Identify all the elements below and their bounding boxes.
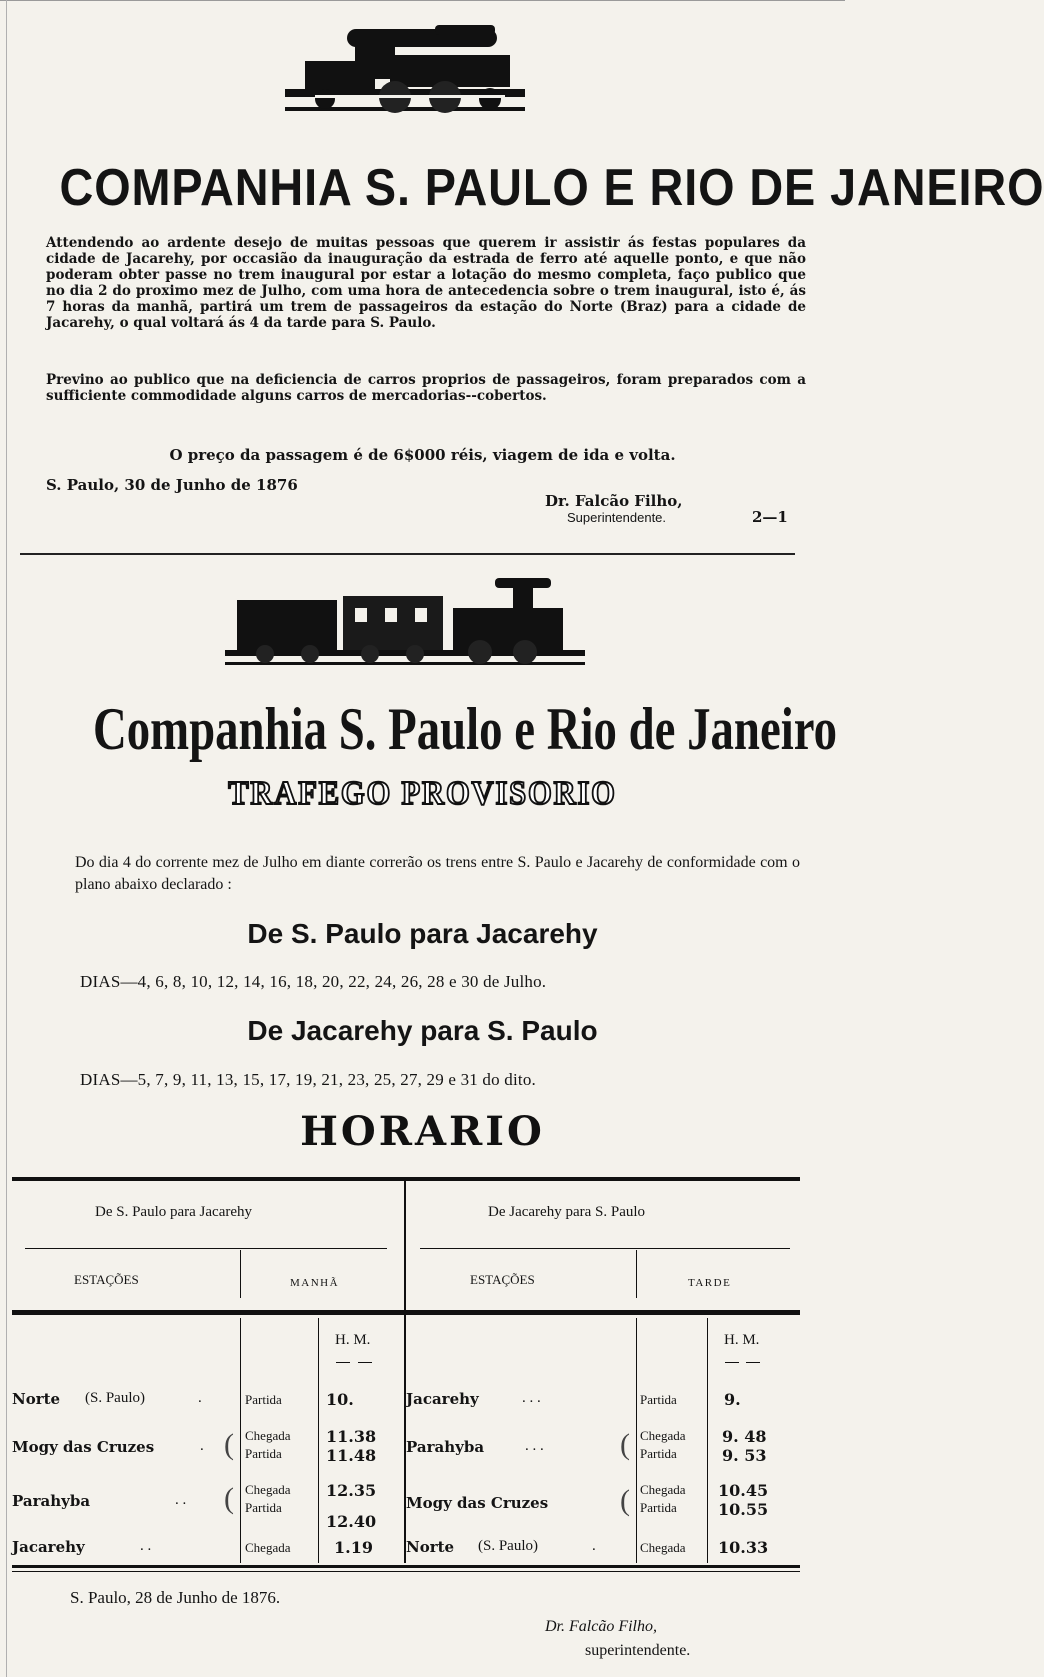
time-value: 9. 48 [722,1427,767,1446]
station-name: Mogy das Cruzes [12,1438,155,1456]
notice1-dateline: S. Paulo, 30 de Junho de 1876 [46,476,298,494]
footer-date: S. Paulo, 28 de Junho de 1876. [70,1588,281,1607]
days-line-2: DIAS—5, 7, 9, 11, 13, 15, 17, 19, 21, 23, 25, 27, 29 e 31 do dito. [80,1070,536,1089]
station-name: Norte [12,1390,61,1408]
left-hm-header: H. M. [335,1332,371,1348]
time-value: 9. [724,1390,741,1409]
table-header-rule [12,1310,800,1315]
event-label: Partida [245,1446,282,1461]
station-extra: (S. Paulo) [478,1538,538,1554]
event-label: Partida [245,1500,282,1515]
left-col-sep-top [240,1250,241,1298]
station-name: Parahyba [12,1492,91,1510]
station-name: Parahyba [406,1438,485,1456]
leader-dots: . . [140,1538,152,1554]
leader-dots: . [198,1390,202,1406]
train-engraving-2 [225,578,585,670]
footer-title: superintendente. [585,1642,691,1659]
station-extra: (S. Paulo) [85,1390,145,1406]
event-label: Chegada [245,1428,291,1443]
time-value: 10.55 [718,1500,769,1519]
right-event-sep [636,1318,637,1563]
footer-signer: Dr. Falcão Filho, [545,1618,657,1635]
notice2-title: Companhia S. Paulo e Rio de Janeiro [92,696,838,762]
left-event-sep [240,1318,241,1563]
event-label: Partida [640,1392,677,1407]
event-label: Chegada [245,1482,291,1497]
top-rule [0,0,845,1]
event-label: Chegada [640,1428,686,1443]
time-value: 10. [326,1390,354,1409]
leader-dots: . [592,1538,596,1554]
left-hm-dash-2 [358,1362,372,1363]
right-heading: De Jacarehy para S. Paulo [488,1204,646,1220]
event-label: Partida [640,1500,677,1515]
notice1-paragraph2: Previno ao publico que na deficiencia de carros proprios de passageiros, foram preparados com a sufficiente commodidade alguns carros de mercadorias--cobertos. [46,372,806,404]
section-divider [20,553,795,555]
station-name: Jacarehy [12,1538,85,1556]
event-label: Chegada [245,1540,291,1555]
event-label: Chegada [640,1482,686,1497]
time-value: 11.38 [326,1427,377,1446]
station-name: Jacarehy [406,1390,479,1408]
brace: ( [224,1428,234,1461]
table-top-rule [12,1177,800,1181]
right-hm-dash-2 [746,1362,760,1363]
right-subrule [420,1248,790,1249]
right-hm-header: H. M. [724,1332,760,1348]
brace: ( [620,1428,630,1461]
time-value: 10.45 [718,1481,769,1500]
leader-dots: . . [175,1492,187,1508]
route-heading-1: De S. Paulo para Jacarehy [247,918,598,949]
locomotive-engraving-1 [285,25,525,121]
table-bottom-rule [12,1565,800,1568]
left-subrule [25,1248,387,1249]
notice1-price: O preço da passagem é de 6$000 réis, viagem de ida e volta. [169,446,676,464]
time-value: 11.48 [326,1446,377,1465]
notice2-subtitle: TRAFEGO PROVISORIO [228,775,617,812]
event-label: Partida [245,1392,282,1407]
notice1-paragraph1: Attendendo ao ardente desejo de muitas pessoas que querem ir assistir ás festas populares da cidade de Jacarehy, por occasião da inauguração da estrada de ferro até aquelle ponto, e que não poderam obter passe no trem inaugural por estar a lotação do mesmo completa, faço publico que no dia 2 do proximo mez de Julho, com uma hora de antecedencia sobre o trem inaugural, isto é, ás 7 horas da manhã, partirá um trem de passageiros da estação do Norte (Braz) para a cidade de Jacarehy, o qual voltará ás 4 da tarde para S. Paulo. [46,235,806,331]
right-stations-header: ESTAÇÕES [470,1272,535,1287]
route-heading-2: De Jacarehy para S. Paulo [247,1015,598,1046]
notice1-signer-title: Superintendente. [567,510,667,525]
days-line-1: DIAS—4, 6, 8, 10, 12, 14, 16, 18, 20, 22, 24, 26, 28 e 30 de Julho. [80,972,547,991]
time-value: 10.33 [718,1538,769,1557]
left-hm-dash-1 [336,1362,350,1363]
left-stations-header: ESTAÇÕES [74,1272,139,1287]
left-rule [6,0,7,1677]
time-value: 1.19 [334,1538,373,1557]
notice1-title: COMPANHIA S. PAULO E RIO DE JANEIRO [59,159,1044,217]
time-value: 12.40 [326,1512,377,1531]
afternoon-header: TARDE [688,1277,732,1289]
leader-dots: . . . [525,1438,544,1454]
station-name: Norte [406,1538,455,1556]
brace: ( [224,1482,234,1515]
notice1-edition: 2—1 [752,508,788,526]
notice2-intro: Do dia 4 do corrente mez de Julho em diante correrão os trens entre S. Paulo e Jacarehy de conformidade com o plano abaixo declarado : [75,854,800,893]
left-heading: De S. Paulo para Jacarehy [95,1204,253,1220]
left-time-sep [318,1318,319,1563]
table-bottom-rule-thin [12,1571,800,1572]
right-hm-dash-1 [725,1362,739,1363]
leader-dots: . . . [522,1390,541,1406]
station-name: Mogy das Cruzes [406,1494,549,1512]
event-label: Partida [640,1446,677,1461]
right-time-sep [707,1318,708,1563]
leader-dots: . [200,1438,204,1454]
notice1-signer: Dr. Falcão Filho, [545,492,683,510]
event-label: Chegada [640,1540,686,1555]
horario-heading: HORARIO [300,1108,545,1155]
right-col-sep-top [636,1250,637,1298]
time-value: 12.35 [326,1481,377,1500]
brace: ( [620,1484,630,1517]
morning-header: MANHÃ [290,1277,340,1289]
time-value: 9. 53 [722,1446,767,1465]
